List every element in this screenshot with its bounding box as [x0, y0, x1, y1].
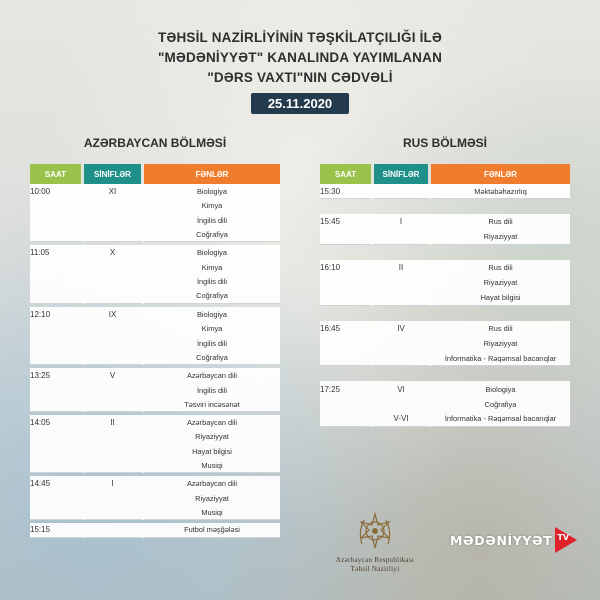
- table-row: [30, 321, 280, 336]
- table-row: [30, 275, 280, 290]
- time-cell: [30, 459, 84, 474]
- class-cell: [84, 459, 144, 474]
- table-row: [30, 430, 280, 445]
- subject-cell: Musiqi: [144, 459, 280, 474]
- table-row: [30, 397, 280, 412]
- time-cell: 14:05: [30, 415, 84, 430]
- class-cell: [84, 275, 144, 290]
- page-title: [0, 28, 600, 88]
- time-cell: [320, 351, 374, 366]
- subject-cell: Futbol məşğələsi: [144, 523, 280, 538]
- class-cell: V: [84, 368, 144, 383]
- time-cell: [30, 383, 84, 398]
- group-spacer: [320, 199, 570, 214]
- class-cell: IV: [374, 321, 431, 336]
- class-cell: [374, 351, 431, 366]
- group-spacer: [320, 245, 570, 260]
- azerbaijani-section-title: AZƏRBAYCAN BÖLMƏSİ: [83, 136, 227, 150]
- spacer-cell: [431, 245, 570, 260]
- subject-cell: Kimya: [144, 199, 280, 214]
- ministry-line-2: Təhsil Nazirliyi: [350, 565, 400, 573]
- class-cell: [84, 213, 144, 228]
- time-cell: [320, 397, 374, 412]
- time-column-header: SAAT: [30, 164, 84, 184]
- subject-cell: Coğrafiya: [144, 228, 280, 243]
- subject-cell: İngilis dili: [144, 275, 280, 290]
- time-cell: [30, 228, 84, 243]
- time-cell: [30, 260, 84, 275]
- class-cell: [84, 289, 144, 304]
- class-cell: [84, 491, 144, 506]
- time-cell: [30, 491, 84, 506]
- table-row: [30, 289, 280, 304]
- time-cell: [30, 289, 84, 304]
- table-row: [320, 336, 570, 351]
- time-cell: 12:10: [30, 307, 84, 322]
- class-cell: [84, 336, 144, 351]
- time-cell: [30, 213, 84, 228]
- table-row: [320, 230, 570, 245]
- class-cell: [84, 430, 144, 445]
- class-cell: XI: [84, 184, 144, 199]
- spacer-cell: [431, 306, 570, 321]
- class-cell: [84, 383, 144, 398]
- time-cell: 11:05: [30, 245, 84, 260]
- subject-cell: Riyaziyyat: [431, 230, 570, 245]
- subject-cell: Hayat bilgisi: [431, 290, 570, 305]
- class-cell: VI: [374, 381, 431, 396]
- ministry-line-1: Azərbaycan Respublikası: [335, 556, 415, 564]
- time-cell: [30, 336, 84, 351]
- subject-cell: Biologiya: [431, 381, 570, 396]
- table-row: [30, 368, 280, 383]
- subjects-column-header: FƏNLƏR: [431, 164, 570, 184]
- spacer-cell: [374, 366, 431, 381]
- subject-cell: İnformatika - Rəqəmsal bacarıqlar: [431, 351, 570, 366]
- class-cell: II: [374, 260, 431, 275]
- table-row: [320, 351, 570, 366]
- time-cell: [30, 505, 84, 520]
- subject-cell: Riyaziyyat: [144, 430, 280, 445]
- class-cell: II: [84, 415, 144, 430]
- subject-cell: Musiqi: [144, 505, 280, 520]
- table-row: [30, 184, 280, 199]
- subject-cell: Rus dili: [431, 260, 570, 275]
- medeniyyet-tv-logo: [450, 528, 577, 552]
- title-line-1: TƏHSİL NAZİRLİYİNİN TƏŞKİLATÇILIĞI İLƏ: [158, 30, 442, 45]
- subject-cell: Biologiya: [144, 245, 280, 260]
- table-row: [320, 412, 570, 427]
- class-cell: [84, 199, 144, 214]
- group-spacer: [320, 366, 570, 381]
- spacer-cell: [320, 366, 374, 381]
- class-cell: [84, 321, 144, 336]
- table-row: [320, 260, 570, 275]
- time-cell: 13:25: [30, 368, 84, 383]
- class-cell: [84, 505, 144, 520]
- subject-cell: Rus dili: [431, 321, 570, 336]
- subjects-column-header: FƏNLƏR: [144, 164, 280, 184]
- time-cell: 15:30: [320, 184, 374, 199]
- table-row: [30, 199, 280, 214]
- table-row: [320, 275, 570, 290]
- class-cell: [84, 523, 144, 538]
- subject-cell: İnformatika - Rəqəmsal bacarıqlar: [431, 412, 570, 427]
- russian-section-title: RUS BÖLMƏSİ: [402, 136, 488, 150]
- class-cell: IX: [84, 307, 144, 322]
- time-cell: 10:00: [30, 184, 84, 199]
- subject-cell: Riyaziyyat: [431, 336, 570, 351]
- subject-cell: Məktəbəhazırlıq: [431, 184, 570, 199]
- table-row: [30, 260, 280, 275]
- subject-cell: Biologiya: [144, 307, 280, 322]
- subject-cell: Coğrafiya: [144, 351, 280, 366]
- class-cell: [374, 230, 431, 245]
- time-cell: [30, 430, 84, 445]
- time-cell: 15:45: [320, 214, 374, 229]
- time-cell: 16:10: [320, 260, 374, 275]
- class-cell: [374, 397, 431, 412]
- time-cell: [30, 444, 84, 459]
- subject-cell: İngilis dili: [144, 213, 280, 228]
- time-column-header: SAAT: [320, 164, 374, 184]
- classes-column-header: SİNİFLƏR: [84, 164, 144, 184]
- group-spacer: [320, 306, 570, 321]
- table-row: [320, 381, 570, 396]
- spacer-cell: [431, 199, 570, 214]
- spacer-cell: [374, 199, 431, 214]
- table-row: [30, 459, 280, 474]
- time-cell: [320, 290, 374, 305]
- class-cell: [374, 275, 431, 290]
- subject-cell: Hayat bilgisi: [144, 444, 280, 459]
- ministry-emblem-icon: [352, 508, 398, 554]
- spacer-cell: [431, 366, 570, 381]
- table-row: [30, 213, 280, 228]
- time-cell: [320, 412, 374, 427]
- spacer-cell: [320, 245, 374, 260]
- subject-cell: Riyaziyyat: [431, 275, 570, 290]
- table-row: [30, 505, 280, 520]
- class-cell: [84, 228, 144, 243]
- table-row: [30, 491, 280, 506]
- time-cell: 17:25: [320, 381, 374, 396]
- ministry-name: [302, 556, 448, 574]
- class-cell: [84, 260, 144, 275]
- title-line-2: "MƏDƏNİYYƏT" KANALINDA YAYIMLANAN: [157, 50, 443, 65]
- class-cell: [374, 184, 431, 199]
- subject-cell: Biologiya: [144, 184, 280, 199]
- class-cell: [84, 351, 144, 366]
- table-row: [30, 351, 280, 366]
- time-cell: [320, 230, 374, 245]
- table-row: [320, 214, 570, 229]
- subject-cell: Coğrafiya: [431, 397, 570, 412]
- tv-logo-text: MƏDƏNİYYƏT: [450, 532, 553, 548]
- subject-cell: Coğrafiya: [144, 289, 280, 304]
- subject-cell: Təsviri incəsənət: [144, 397, 280, 412]
- time-cell: [30, 321, 84, 336]
- subject-cell: Azərbaycan dili: [144, 368, 280, 383]
- title-line-3: "DƏRS VAXTI"NIN CƏDVƏLİ: [207, 70, 393, 85]
- table-row: [320, 290, 570, 305]
- time-cell: [30, 199, 84, 214]
- subject-cell: Azərbaycan dili: [144, 476, 280, 491]
- table-row: [320, 321, 570, 336]
- time-cell: [320, 275, 374, 290]
- time-cell: [320, 336, 374, 351]
- subject-cell: Kimya: [144, 321, 280, 336]
- class-cell: I: [84, 476, 144, 491]
- class-cell: [84, 397, 144, 412]
- subject-cell: Riyaziyyat: [144, 491, 280, 506]
- azerbaijani-schedule-table: [30, 164, 280, 538]
- class-cell: [374, 290, 431, 305]
- spacer-cell: [374, 306, 431, 321]
- table-row: [30, 415, 280, 430]
- time-cell: 16:45: [320, 321, 374, 336]
- table-row: [320, 397, 570, 412]
- time-cell: 15:15: [30, 523, 84, 538]
- time-cell: [30, 275, 84, 290]
- class-cell: [84, 444, 144, 459]
- time-cell: 14:45: [30, 476, 84, 491]
- subject-cell: Rus dili: [431, 214, 570, 229]
- spacer-cell: [320, 306, 374, 321]
- subject-cell: İngilis dili: [144, 383, 280, 398]
- tv-badge: TV: [557, 533, 570, 542]
- russian-schedule-table: [320, 164, 570, 427]
- table-row: [30, 336, 280, 351]
- table-row: [320, 184, 570, 199]
- time-cell: [30, 351, 84, 366]
- spacer-cell: [374, 245, 431, 260]
- class-cell: [374, 336, 431, 351]
- table-row: [30, 307, 280, 322]
- subject-cell: İngilis dili: [144, 336, 280, 351]
- time-cell: [30, 397, 84, 412]
- class-cell: V-VI: [374, 412, 431, 427]
- table-row: [30, 523, 280, 538]
- subject-cell: Azərbaycan dili: [144, 415, 280, 430]
- table-row: [30, 245, 280, 260]
- spacer-cell: [320, 199, 374, 214]
- date-badge: 25.11.2020: [251, 93, 349, 114]
- table-row: [30, 444, 280, 459]
- table-row: [30, 383, 280, 398]
- table-row: [30, 476, 280, 491]
- table-row: [30, 228, 280, 243]
- class-cell: X: [84, 245, 144, 260]
- classes-column-header: SİNİFLƏR: [374, 164, 431, 184]
- play-triangle-icon: [555, 527, 577, 553]
- subject-cell: Kimya: [144, 260, 280, 275]
- class-cell: I: [374, 214, 431, 229]
